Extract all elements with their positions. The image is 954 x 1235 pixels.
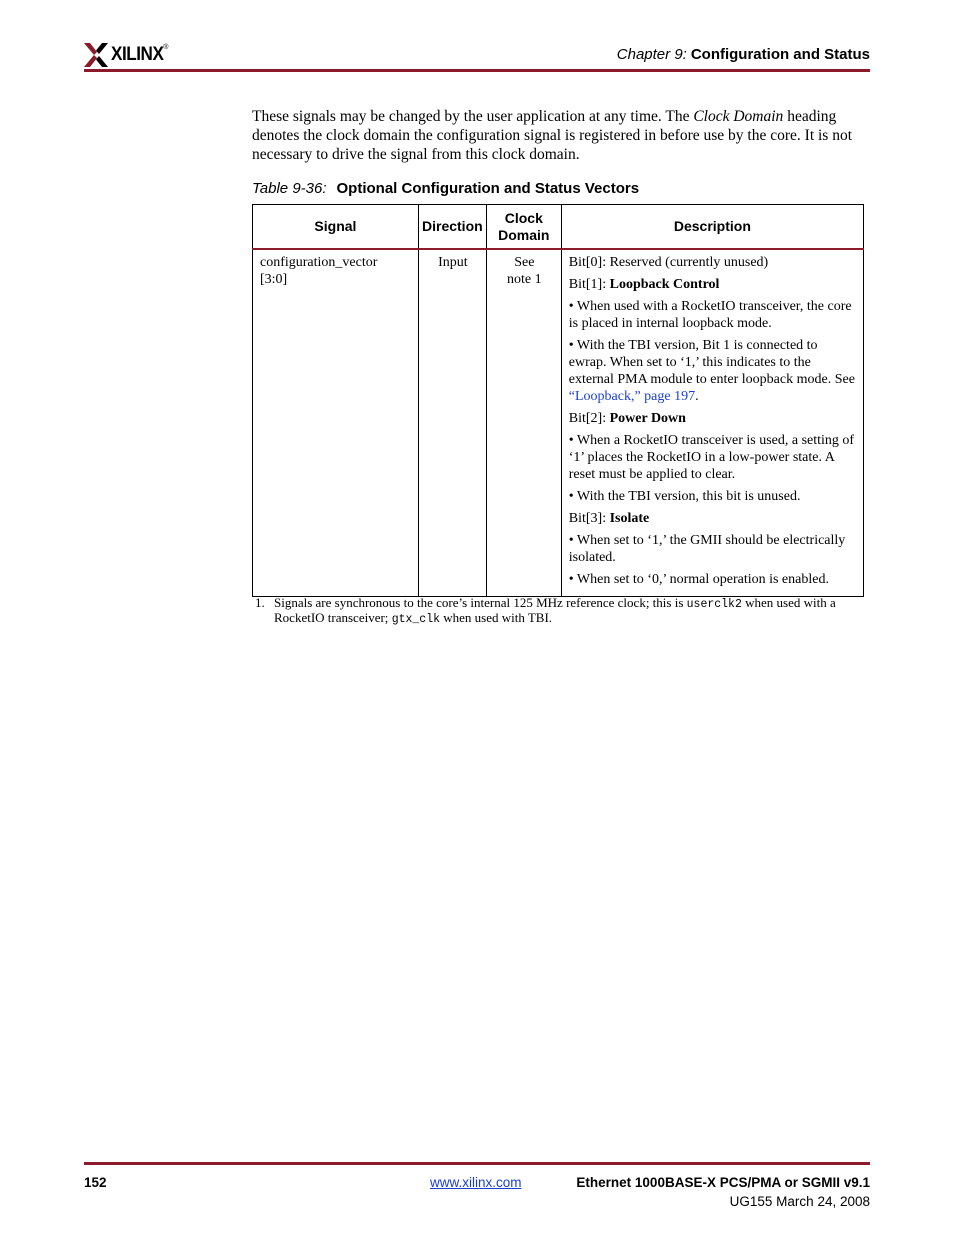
bit2-prefix: Bit[2]: xyxy=(568,411,610,426)
table-footnote xyxy=(252,596,864,626)
table-row xyxy=(253,249,864,597)
bit2-name: Power Down xyxy=(609,411,686,426)
footnote-text1: Signals are synchronous to the core’s internal 125 MHz reference clock; this is xyxy=(274,595,687,610)
bit2-item2: • With the TBI version, this bit is unused. xyxy=(568,489,801,504)
footnote-number: 1. xyxy=(255,595,265,610)
bit1-name: Loopback Control xyxy=(609,277,720,292)
header-clock-line2: Domain xyxy=(498,226,550,243)
signal-range: [3:0] xyxy=(260,272,288,287)
cell-clock-domain xyxy=(486,249,561,597)
footer-rule xyxy=(84,1162,870,1165)
cell-signal xyxy=(253,249,419,597)
table-title: Optional Configuration and Status Vectors xyxy=(336,180,640,197)
bit1-item2 xyxy=(569,337,857,405)
table-number: Table 9-36: xyxy=(252,180,327,197)
header-description: Description xyxy=(561,205,863,250)
bit3-heading xyxy=(569,510,857,527)
chapter-label: Chapter 9: xyxy=(616,46,687,63)
intro-paragraph xyxy=(252,107,864,164)
bit1-item1: • When used with a RocketIO transceiver, the core is placed in internal loopback mode. xyxy=(568,299,852,331)
page-number: 152 xyxy=(84,1175,107,1190)
loopback-link[interactable]: “Loopback,” page 197 xyxy=(568,389,696,404)
bit0-desc: Bit[0]: Reserved (currently unused) xyxy=(568,255,769,270)
header-signal: Signal xyxy=(253,205,419,250)
header-clock-line1: Clock xyxy=(504,209,543,226)
bit2-item1: • When a RocketIO transceiver is used, a setting of ‘1’ places the RocketIO in a low-power state. A reset must be applied to clear. xyxy=(568,433,855,482)
bit1-item2-end: . xyxy=(695,389,699,404)
xilinx-x-icon xyxy=(84,43,108,67)
intro-emphasis: Clock Domain xyxy=(693,108,784,125)
xilinx-logo xyxy=(84,41,168,69)
footnote-code-gtx-clk: gtx_clk xyxy=(391,613,440,626)
intro-text-1: These signals may be changed by the user application at any time. The xyxy=(252,108,694,125)
bit2-heading xyxy=(569,410,857,427)
table-caption xyxy=(252,180,639,197)
header-rule xyxy=(84,69,870,72)
website-link[interactable]: www.xilinx.com xyxy=(430,1175,522,1190)
bit1-item2-text: • With the TBI version, Bit 1 is connected to ewrap. When set to ‘1,’ this indicates to the external PMA module to enter loopback mode. See xyxy=(568,338,855,387)
footnote-text3: when used with TBI. xyxy=(440,610,553,625)
bit3-prefix: Bit[3]: xyxy=(568,511,610,526)
cell-description xyxy=(561,249,863,597)
document-id: UG155 March 24, 2008 xyxy=(729,1194,870,1209)
document-title: Ethernet 1000BASE-X PCS/PMA or SGMII v9.1 xyxy=(576,1175,870,1190)
footnote-code-userclk2: userclk2 xyxy=(686,598,742,611)
config-vector-table xyxy=(252,204,864,597)
header-clock-domain xyxy=(486,205,561,250)
chapter-title: Configuration and Status xyxy=(690,46,870,63)
cell-direction: Input xyxy=(418,249,486,597)
bit1-prefix: Bit[1]: xyxy=(568,277,610,292)
bit3-name: Isolate xyxy=(609,511,650,526)
table-header-row xyxy=(253,205,864,250)
logo-registered-mark: ® xyxy=(163,43,169,51)
footnote-text2: when used with a RocketIO transceiver; xyxy=(274,595,836,625)
footnote-text xyxy=(274,596,864,626)
chapter-heading xyxy=(617,46,870,63)
signal-name: configuration_vector xyxy=(260,255,378,270)
logo-text: XILINX xyxy=(111,44,164,65)
bit3-item2: • When set to ‘0,’ normal operation is enabled. xyxy=(568,572,829,587)
header-direction: Direction xyxy=(418,205,486,250)
clock-line1: See xyxy=(514,255,535,270)
bit3-item1: • When set to ‘1,’ the GMII should be electrically isolated. xyxy=(568,533,846,565)
intro-text-2: heading denotes the clock domain the configuration signal is registered in before use by the core. It is not necessary to drive the signal from this clock domain. xyxy=(252,108,853,163)
clock-line2: note 1 xyxy=(507,272,542,287)
bit1-heading xyxy=(569,276,857,293)
